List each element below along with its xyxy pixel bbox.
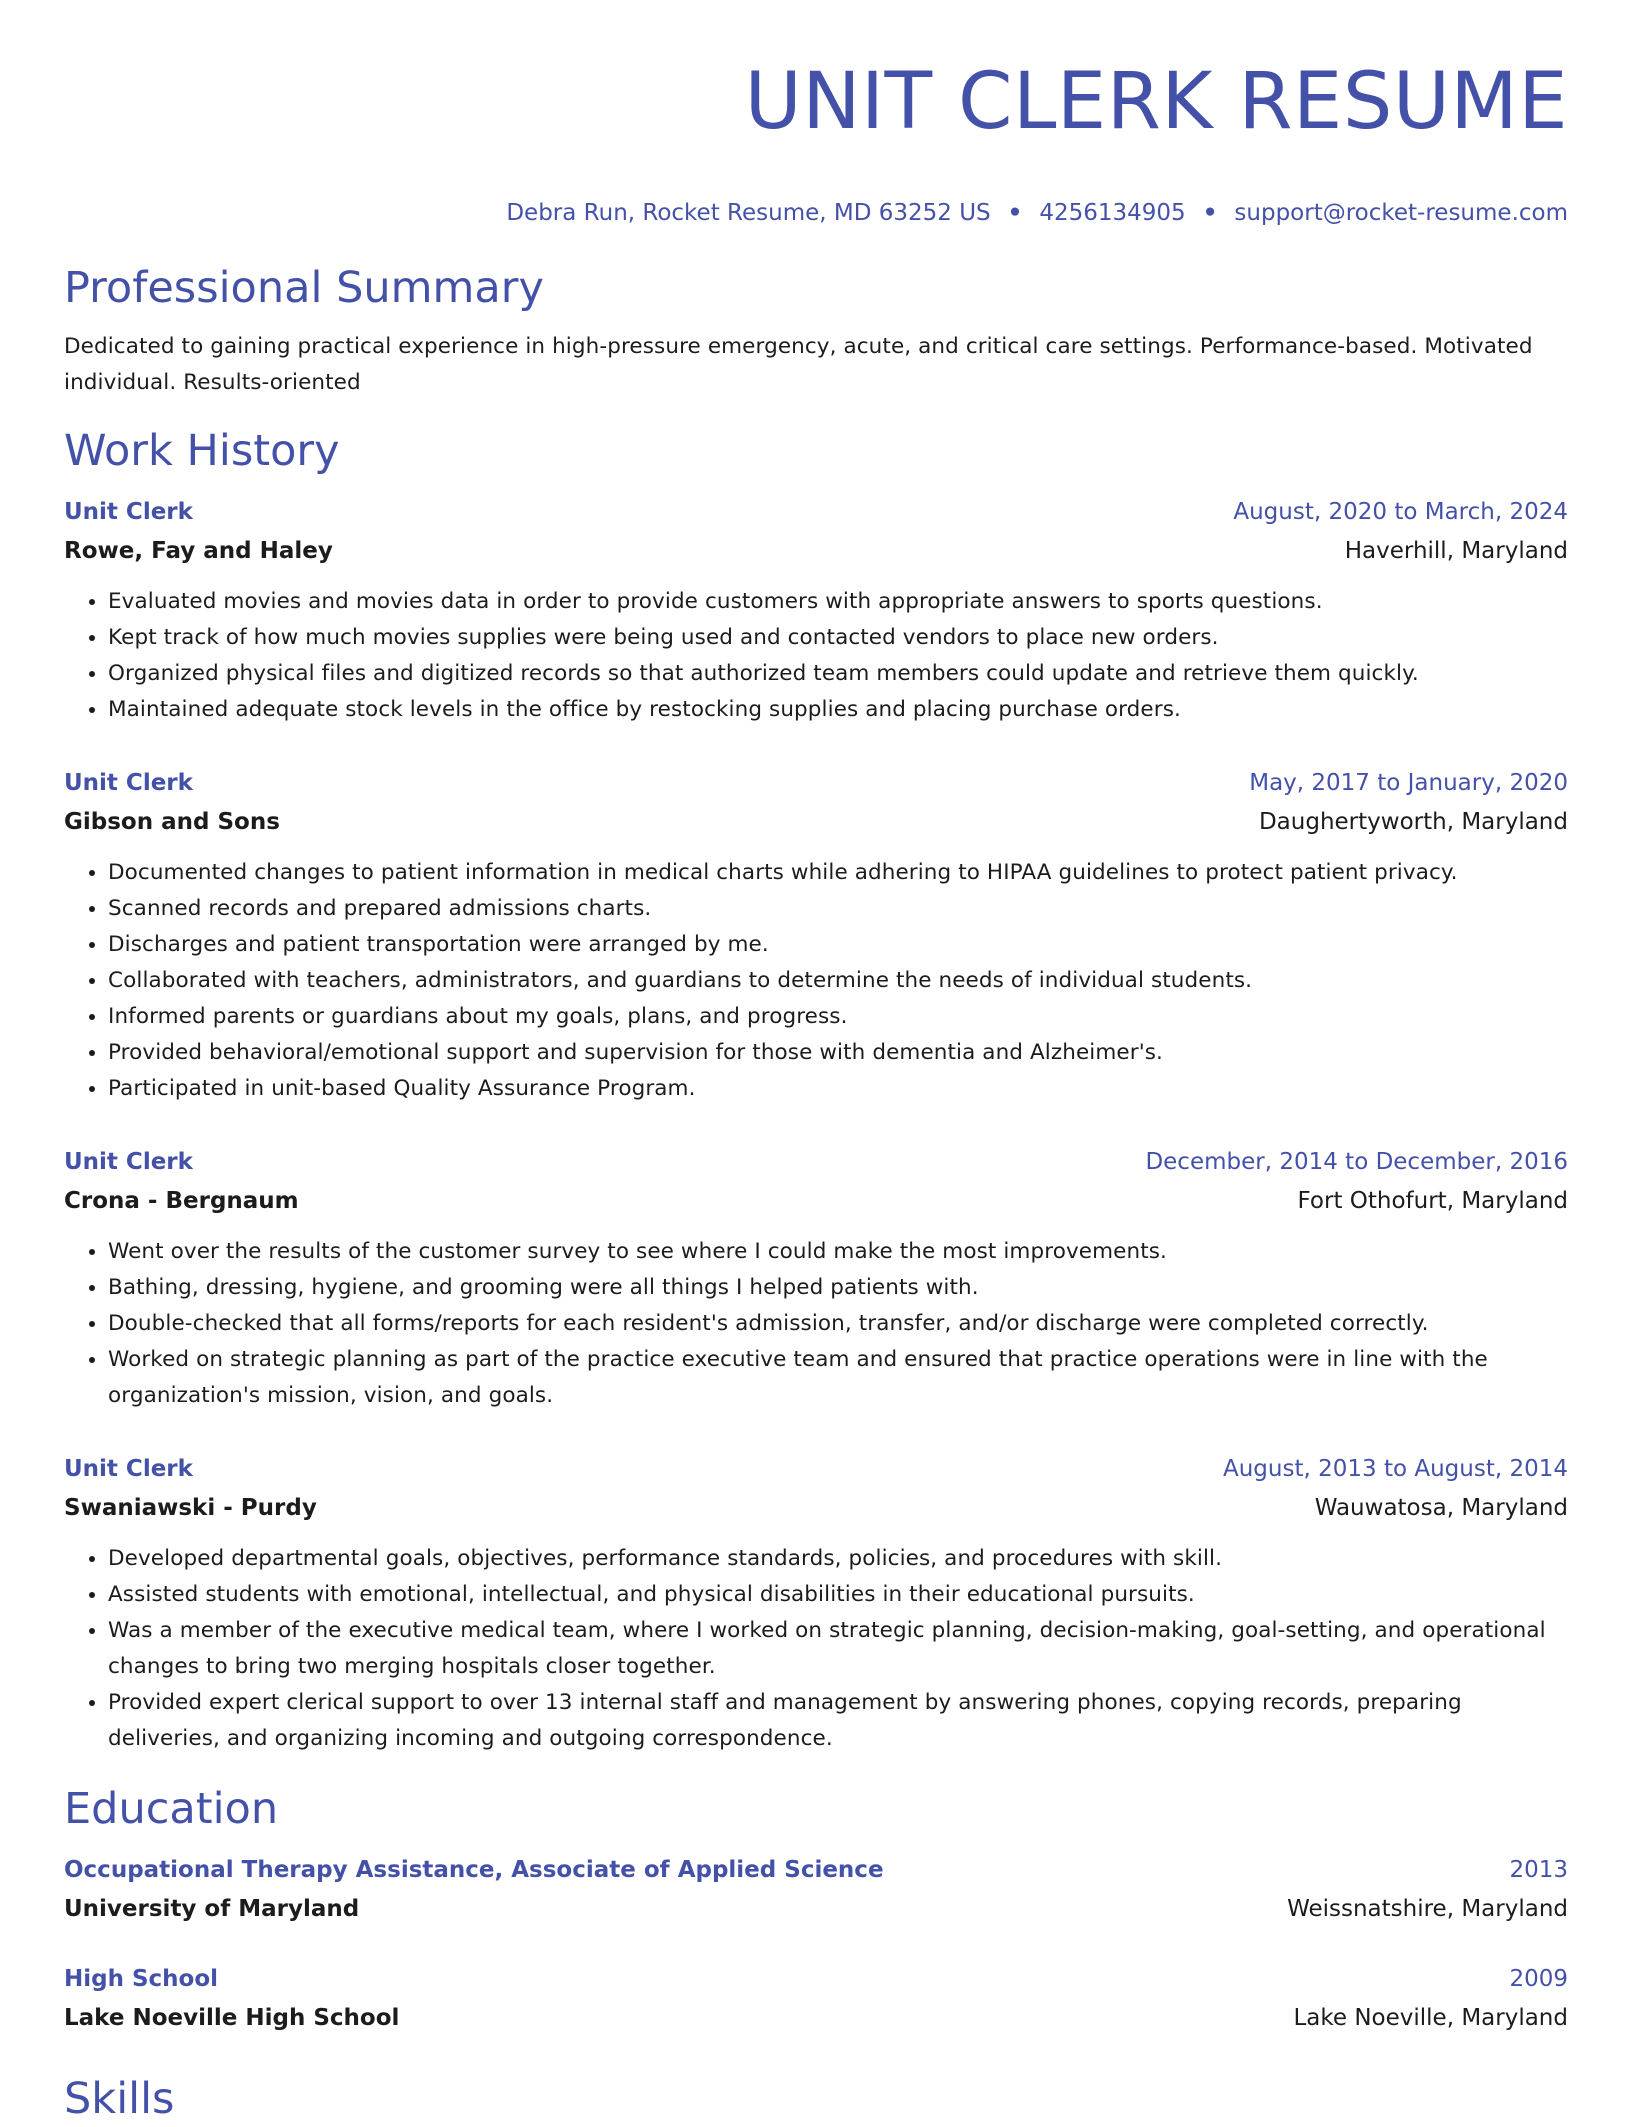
job-bullet: • Collaborated with teachers, administrators, and guardians to determine the needs of individual students. [108,963,1568,999]
job-company: Swaniawski - Purdy [64,1495,317,1521]
job-company: Rowe, Fay and Haley [64,538,333,564]
education-year: 2009 [1509,1966,1568,1992]
contact-line [64,197,1568,229]
summary-text: Dedicated to gaining practical experience in high-pressure emergency, acute, and critical care settings. Performance-based. Motivated individual. Results-oriented [64,334,1533,395]
job-bullets [64,1541,1568,1757]
job-bullet: • Informed parents or guardians about my goals, plans, and progress. [108,999,1568,1035]
education-entry [64,1962,1568,2035]
job-bullet: • Provided expert clerical support to over 13 internal staff and management by answering phones, copying records, preparing deliveries, and organizing incoming and outgoing correspondence. [108,1685,1568,1757]
contact-phone: 4256134905 [1039,200,1186,226]
resume-title: UNIT CLERK RESUME [744,57,1568,147]
education-school: Lake Noeville High School [64,2005,400,2031]
job-bullet: • Double-checked that all forms/reports for each resident's admission, transfer, and/or discharge were completed correctly. [108,1306,1568,1342]
job-title: Unit Clerk [64,1149,193,1175]
job-dates: August, 2020 to March, 2024 [1233,499,1568,525]
work-history-heading: Work History [64,426,340,476]
job-entry [64,766,1568,1107]
contact-separator: • [1202,200,1218,226]
job-entry [64,1452,1568,1757]
contact-separator: • [1007,200,1023,226]
job-bullet: • Discharges and patient transportation were arranged by me. [108,927,1568,963]
job-bullets [64,584,1568,728]
job-title-row [64,1145,1568,1179]
skills-heading: Skills [64,2074,175,2124]
job-company: Crona - Bergnaum [64,1188,299,1214]
summary-heading: Professional Summary [64,263,544,313]
education-location: Lake Noeville, Maryland [1293,2005,1568,2031]
job-bullet: • Scanned records and prepared admissions charts. [108,891,1568,927]
job-bullet: • Went over the results of the customer survey to see where I could make the most improvements. [108,1234,1568,1270]
job-location: Haverhill, Maryland [1344,538,1568,564]
education-degree-row [64,1853,1568,1887]
job-bullet: • Bathing, dressing, hygiene, and grooming were all things I helped patients with. [108,1270,1568,1306]
job-dates: August, 2013 to August, 2014 [1223,1456,1568,1482]
job-bullets [64,855,1568,1107]
education-heading: Education [64,1784,279,1834]
job-company-row [64,805,1568,839]
job-bullet: • Evaluated movies and movies data in order to provide customers with appropriate answers to sports questions. [108,584,1568,620]
job-company-row [64,1491,1568,1525]
job-bullet: • Provided behavioral/emotional support and supervision for those with dementia and Alzheimer's. [108,1035,1568,1071]
contact-email: support@rocket-resume.com [1234,200,1568,226]
job-bullet: • Assisted students with emotional, intellectual, and physical disabilities in their educational pursuits. [108,1577,1568,1613]
job-location: Wauwatosa, Maryland [1314,1495,1568,1521]
education-degree-row [64,1962,1568,1996]
job-bullet: • Documented changes to patient information in medical charts while adhering to HIPAA guidelines to protect patient privacy. [108,855,1568,891]
job-title: Unit Clerk [64,1456,193,1482]
job-bullet: • Organized physical files and digitized records so that authorized team members could update and retrieve them quickly. [108,656,1568,692]
job-bullet: • Worked on strategic planning as part of the practice executive team and ensured that practice operations were in line with the organization's mission, vision, and goals. [108,1342,1568,1414]
job-title-row [64,495,1568,529]
job-dates: May, 2017 to January, 2020 [1249,770,1568,796]
education-school-row [64,2001,1568,2035]
contact-address: Debra Run, Rocket Resume, MD 63252 US [506,200,991,226]
job-bullet: • Maintained adequate stock levels in the office by restocking supplies and placing purchase orders. [108,692,1568,728]
education-school-row [64,1892,1568,1926]
job-dates: December, 2014 to December, 2016 [1145,1149,1568,1175]
job-location: Fort Othofurt, Maryland [1297,1188,1568,1214]
job-title: Unit Clerk [64,499,193,525]
job-bullet: • Participated in unit-based Quality Assurance Program. [108,1071,1568,1107]
job-bullet: • Developed departmental goals, objectives, performance standards, policies, and procedures with skill. [108,1541,1568,1577]
job-bullets [64,1234,1568,1414]
job-company-row [64,1184,1568,1218]
education-location: Weissnatshire, Maryland [1287,1896,1568,1922]
job-company: Gibson and Sons [64,809,280,835]
education-entry [64,1853,1568,1926]
education-degree: Occupational Therapy Assistance, Associate of Applied Science [64,1857,884,1883]
education-school: University of Maryland [64,1896,360,1922]
job-location: Daughertyworth, Maryland [1258,809,1568,835]
job-title-row [64,766,1568,800]
education-year: 2013 [1509,1857,1568,1883]
job-entry [64,495,1568,728]
job-title-row [64,1452,1568,1486]
job-title: Unit Clerk [64,770,193,796]
job-entry [64,1145,1568,1414]
job-bullet: • Kept track of how much movies supplies were being used and contacted vendors to place new orders. [108,620,1568,656]
job-company-row [64,534,1568,568]
education-degree: High School [64,1966,219,1992]
job-bullet: • Was a member of the executive medical team, where I worked on strategic planning, decision-making, goal-setting, and operational changes to bring two merging hospitals closer together. [108,1613,1568,1685]
